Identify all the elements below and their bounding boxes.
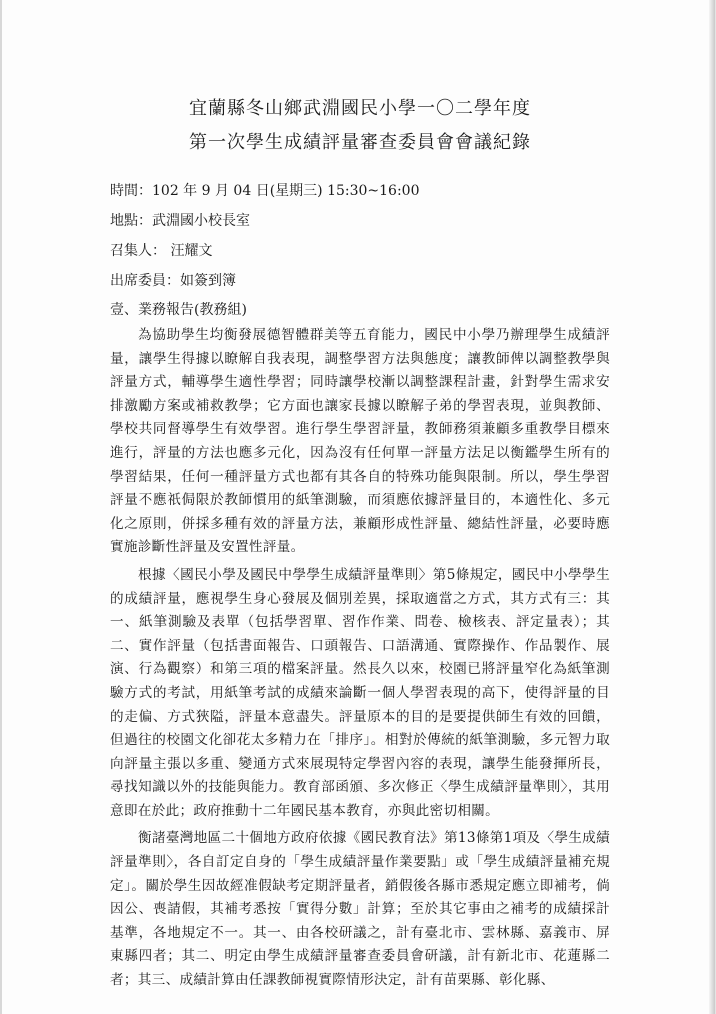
page-edge-shadow <box>709 0 715 1014</box>
title-line-2: 第一次學生成績評量審查委員會會議紀錄 <box>189 132 531 153</box>
meeting-place: 地點：武淵國小校長室 <box>110 213 250 229</box>
meeting-time: 時間：102 年 9 月 04 日(星期三) 15:30~16:00 <box>110 183 420 199</box>
paragraph-2: 根據〈國民小學及國民中學學生成績評量準則〉第5條規定，國民中小學學生的成績評量，應視學生身心發展及個別差異，採取適當之方式，其方式有三：其一、紙筆測驗及表單（包括學習單、習作作業、問卷、檢核表、評定量表）；其二、實作評量（包括書面報告、口頭報告、口語溝通、實際操作、作品製作、展演、行為觀察）和第三項的檔案評量。然長久以來，校園已將評量窄化為紙筆測驗方式的考試，用紙筆考試的成績來論斷一個人學習表現的高下，使得評量的目的走偏、方式狹隘，評量本意盡失。評量原本的目的是要提供師生有效的回饋，但過往的校園文化卻花太多精力在「排序」。相對於傳統的紙筆測驗，多元智力取向評量主張以多重、變通方式來展現特定學習內容的表現，讓學生能發揮所長，尋找知識以外的技能與能力。教育部函頒、多次修正〈學生成績評量準則〉，其用意即在於此；政府推動十二年國民基本教育，亦與此密切相關。 <box>110 566 610 819</box>
paragraph-3: 衡諸臺灣地區二十個地方政府依據《國民教育法》第13條第1項及〈學生成績評量準則〉，各自訂定自身的「學生成績評量作業要點」或「學生成績評量補充規定」。關於學生因故經准假缺考定期評量者，銷假後各縣市悉規定應立即補考，倘因公、喪請假，其補考悉按「實得分數」計算；至於其它事由之補考的成績採計基準，各地規定不一。其一、由各校研議之，計有臺北市、雲林縣、嘉義市、屏東縣四者；其二、明定由學生成績評量審查委員會研議，計有新北市、花蓮縣二者；其三、成績計算由任課教師視實際情形決定，計有苗栗縣、彰化縣、 <box>110 830 610 989</box>
paragraph-1: 為協助學生均衡發展德智體群美等五育能力，國民中小學乃辦理學生成績評量，讓學生得據以瞭解自我表現，調整學習方法與態度；讓教師俾以調整教學與評量方式，輔導學生適性學習；同時讓學校漸以調整課程計畫，針對學生需求安排激勵方案或補救教學；它方面也讓家長據以瞭解子弟的學習表現，並與教師、學校共同督導學生有效學習。進行學生學習評量，教師務須兼顧多重教學目標來進行，評量的方法也應多元化，因為沒有任何單一評量方法足以衡鑑學生所有的學習結果，任何一種評量方式也都有其各自的特殊功能與限制。所以，學生學習評量不應祇侷限於教師慣用的紙筆測驗，而須應依據評量目的，本適性化、多元化之原則，併採多種有效的評量方法，兼顧形成性評量、總結性評量，必要時應實施診斷性評量及安置性評量。 <box>110 327 610 556</box>
meeting-convener: 召集人： 汪耀文 <box>110 243 213 259</box>
section-heading: 壹、業務報告(教務組) <box>110 302 247 318</box>
title-block <box>110 92 610 160</box>
document-content <box>110 92 610 997</box>
title-line-1: 宜蘭縣冬山鄉武淵國民小學一〇二學年度 <box>189 98 531 119</box>
meeting-attendees: 出席委員：如簽到簿 <box>110 273 236 289</box>
